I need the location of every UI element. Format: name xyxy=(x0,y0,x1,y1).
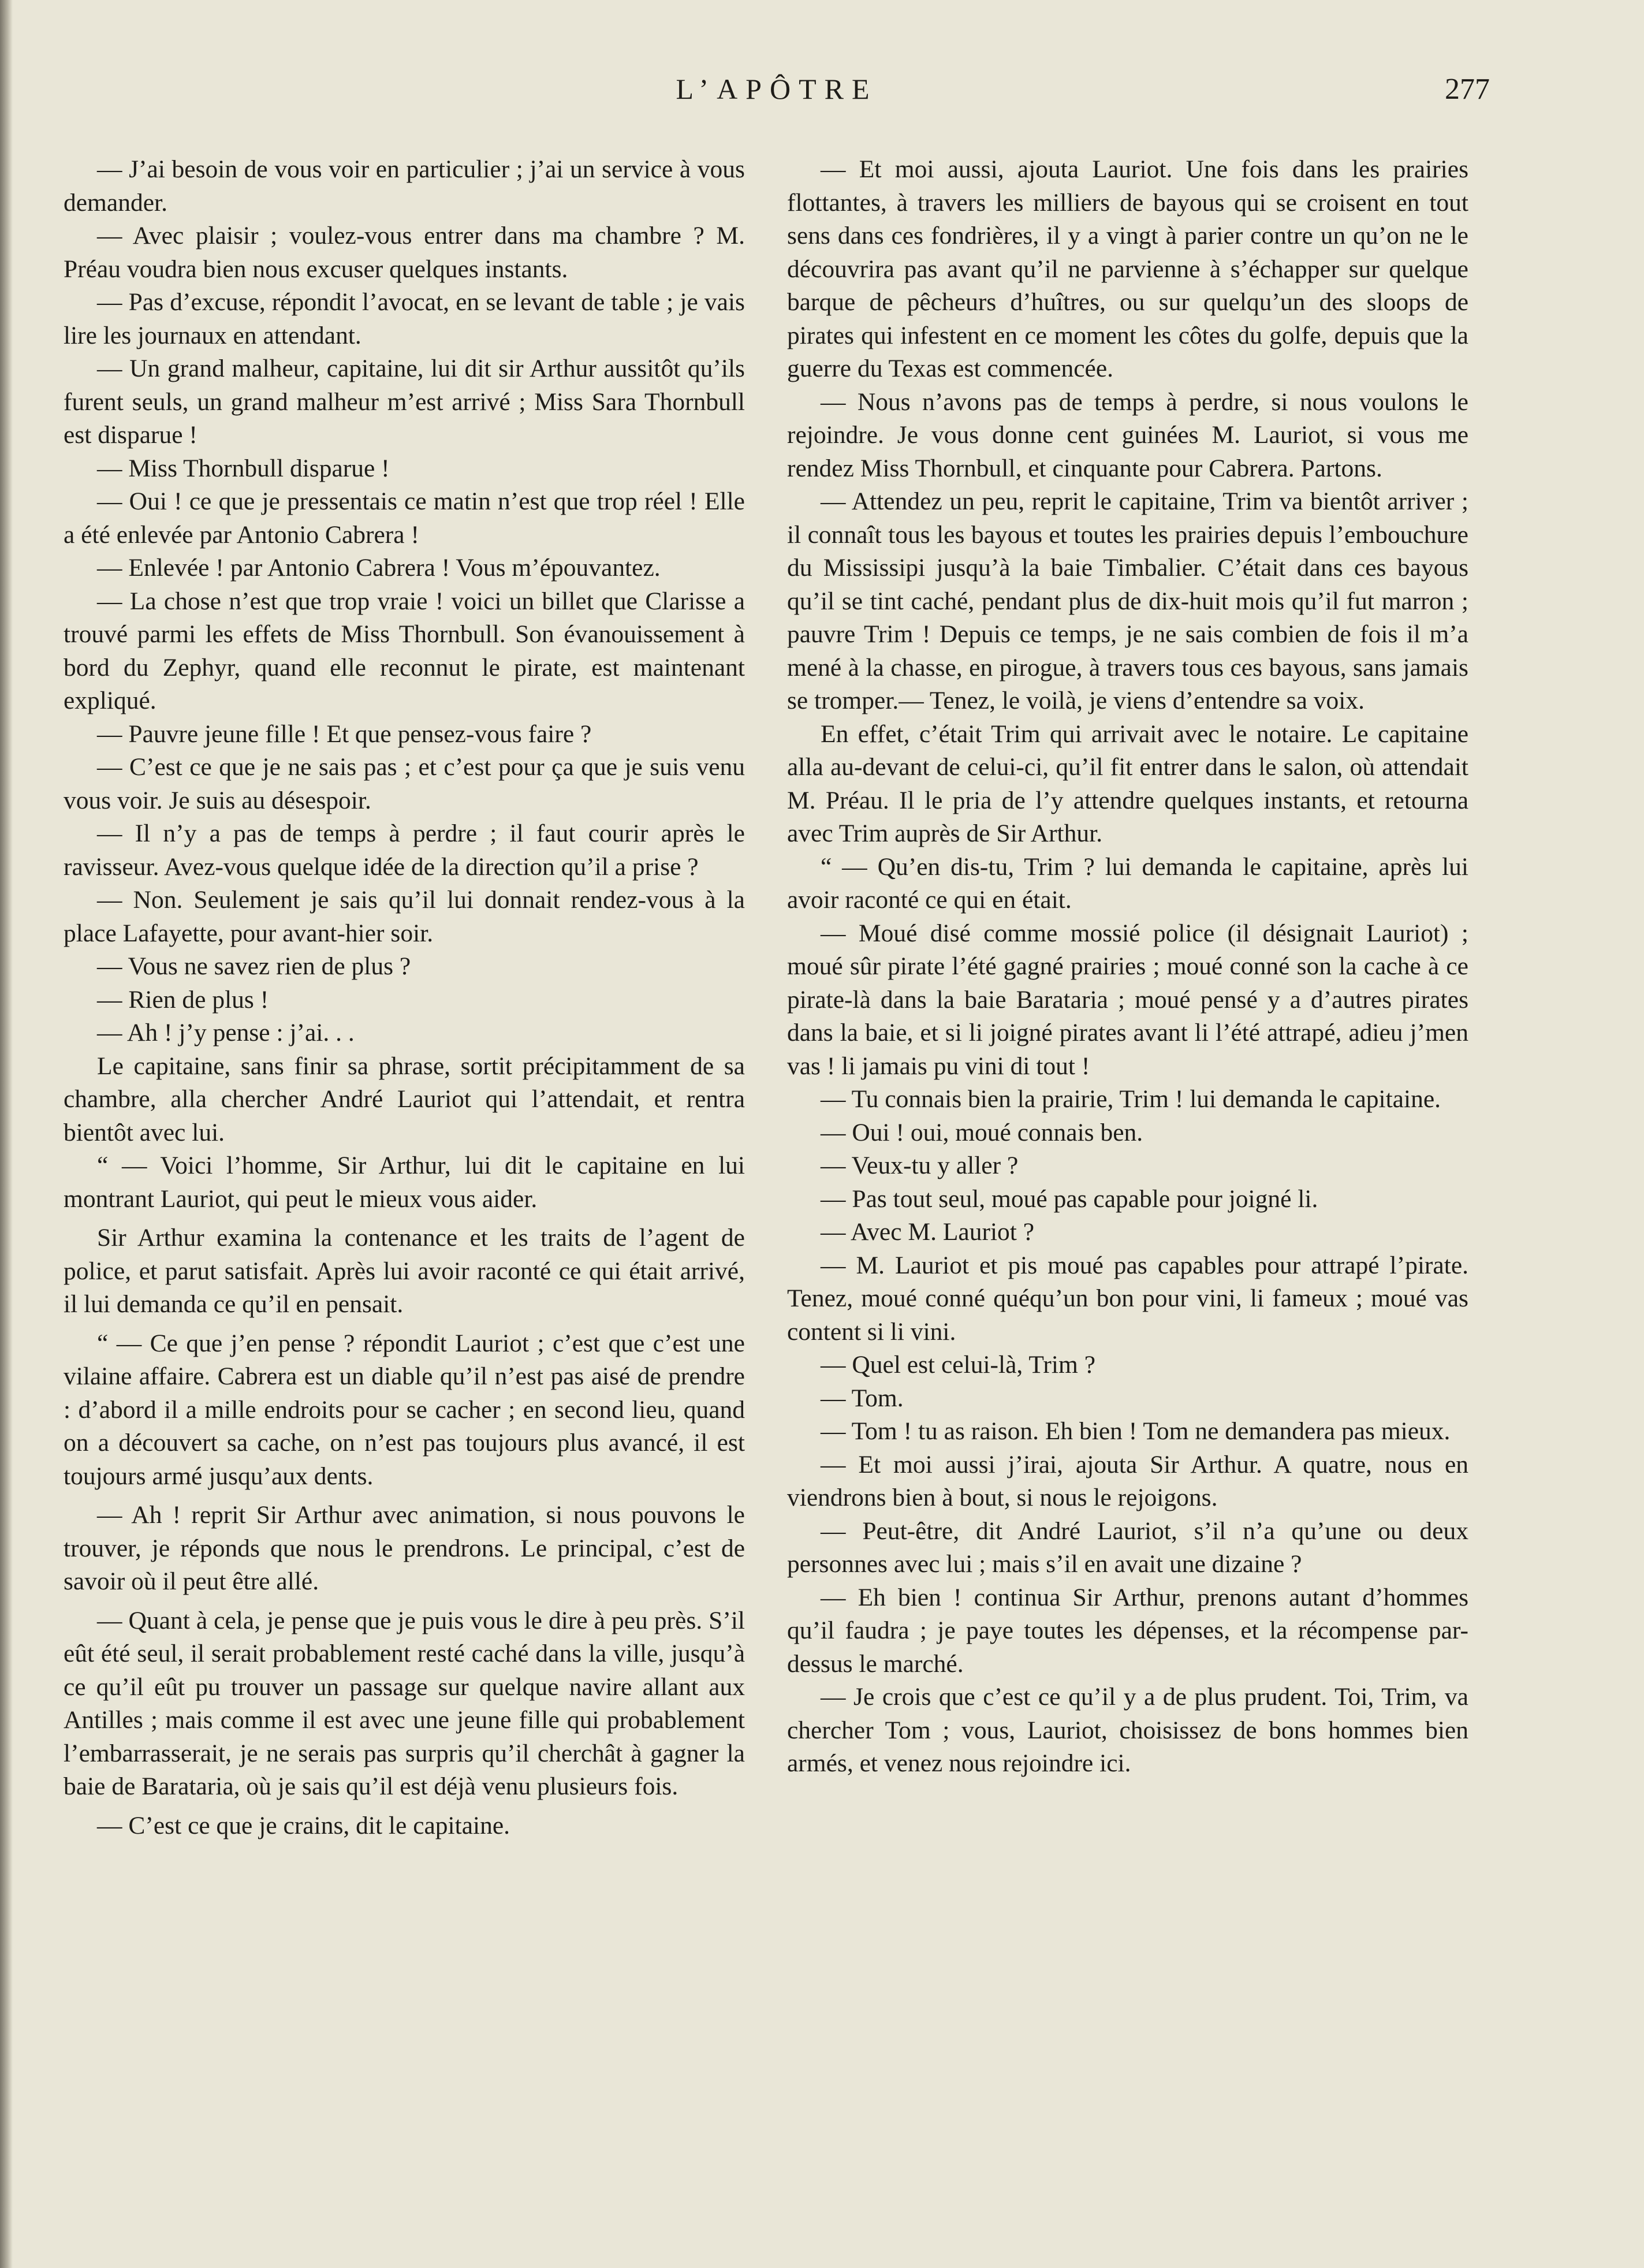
paragraph: — Quel est celui-là, Trim ? xyxy=(821,1351,1096,1379)
paragraph: — Et moi aussi j’irai, ajouta Sir Arthur. A quatre, nous en viendrons bien à bout, si nous le rejoigons. xyxy=(787,1450,1468,1511)
paragraph: — Avec plaisir ; voulez-vous entrer dans ma chambre ? M. Préau voudra bien nous excuser quelques instants. xyxy=(64,222,745,283)
paragraph: — C’est ce que je ne sais pas ; et c’est pour ça que je suis venu vous voir. Je suis au désespoir. xyxy=(64,753,745,814)
paragraph: — Quant à cela, je pense que je puis vous le dire à peu près. S’il eût été seul, il serait probablement resté caché dans la ville, jusqu’à ce qu’il eût pu trouver un passage sur quelque navire allant aux Antilles ; mais comme il est avec une jeune fille qui probablement l’embarrasserait, je ne serais pas surpris qu’il cherchât à gagner la baie de Barataria, où je sais qu’il est déjà venu plusieurs fois. xyxy=(64,1606,745,1800)
page-header xyxy=(64,72,1490,118)
paragraph: — Tom. xyxy=(821,1384,904,1412)
paragraph: “ — Voici l’homme, Sir Arthur, lui dit le capitaine en lui montrant Lauriot, qui peut le mieux vous aider. xyxy=(64,1152,745,1213)
paragraph: — Moué disé comme mossié police (il désignait Lauriot) ; moué sûr pirate l’été gagné prairies ; moué conné son la cache à ce pirate-là dans la baie Barataria ; moué pensé y a d’autres pirates dans la baie, et si li joigné pirates avant li l’été attrapé, adieu j’men vas ! li jamais pu vini di tout ! xyxy=(787,919,1468,1080)
paragraph: — Un grand malheur, capitaine, lui dit sir Arthur aussitôt qu’ils furent seuls, un grand malheur m’est arrivé ; Miss Sara Thornbull est disparue ! xyxy=(64,355,745,449)
paragraph: — Oui ! oui, moué connais ben. xyxy=(821,1118,1143,1146)
paragraph: — Rien de plus ! xyxy=(97,985,269,1014)
paragraph: — Il n’y a pas de temps à perdre ; il faut courir après le ravisseur. Avez-vous quelque idée de la direction qu’il a prise ? xyxy=(64,820,745,881)
right-text-column xyxy=(787,153,1468,1781)
paragraph: — Oui ! ce que je pressentais ce matin n’est que trop réel ! Elle a été enlevée par Antonio Cabrera ! xyxy=(64,487,745,549)
paragraph: — Non. Seulement je sais qu’il lui donnait rendez-vous à la place Lafayette, pour avant-hier soir. xyxy=(64,886,745,947)
paragraph: — Ah ! j’y pense : j’ai. . . xyxy=(97,1019,355,1047)
paragraph: — J’ai besoin de vous voir en particulier ; j’ai un service à vous demander. xyxy=(64,155,745,217)
running-title: L’APÔTRE xyxy=(676,73,878,105)
paragraph: — Peut-être, dit André Lauriot, s’il n’a qu’une ou deux personnes avec lui ; mais s’il en avait une dizaine ? xyxy=(787,1517,1468,1578)
paragraph: — Tom ! tu as raison. Eh bien ! Tom ne demandera pas mieux. xyxy=(821,1417,1451,1445)
paragraph: — Pas tout seul, moué pas capable pour joigné li. xyxy=(821,1185,1318,1213)
left-text-column xyxy=(64,153,745,1842)
paragraph: “ — Qu’en dis-tu, Trim ? lui demanda le capitaine, après lui avoir raconté ce qui en était. xyxy=(787,852,1468,914)
paragraph: — Enlevée ! par Antonio Cabrera ! Vous m’épouvantez. xyxy=(97,554,661,582)
page-number: 277 xyxy=(1445,73,1490,106)
paragraph: — M. Lauriot et pis moué pas capables pour attrapé l’pirate. Tenez, moué conné quéqu’un bon pour vini, li fameux ; moué vas content si li vini. xyxy=(787,1251,1468,1346)
paragraph: Le capitaine, sans finir sa phrase, sortit précipitamment de sa chambre, alla chercher André Lauriot qui l’attendait, et rentra bientôt avec lui. xyxy=(64,1052,745,1146)
paragraph: “ — Ce que j’en pense ? répondit Lauriot ; c’est que c’est une vilaine affaire. Cabrera est un diable qu’il n’est pas aisé de prendre : d’abord il a mille endroits pour se cacher ; en second lieu, quand on a découvert sa cache, on n’est pas toujours plus avancé, il est toujours armé jusqu’aux dents. xyxy=(64,1329,745,1490)
page-binding-edge xyxy=(0,0,13,2268)
paragraph: — Vous ne savez rien de plus ? xyxy=(97,952,411,980)
paragraph: — Ah ! reprit Sir Arthur avec animation, si nous pouvons le trouver, je réponds que nous le prendrons. Le principal, c’est de savoir où il peut être allé. xyxy=(64,1501,745,1595)
paragraph: — Et moi aussi, ajouta Lauriot. Une fois dans les prairies flottantes, à travers les milliers de bayous qui se croisent en tout sens dans ces fondrières, il y a vingt à parier contre un qu’on ne le découvrira pas avant qu’il ne parvienne à s’échapper sur quelque barque de pêcheurs d’huîtres, ou sur quelqu’un des sloops de pirates qui infestent en ce moment les côtes du golfe, depuis que la guerre du Texas est commencée. xyxy=(787,155,1468,382)
paragraph: — Pas d’excuse, répondit l’avocat, en se levant de table ; je vais lire les journaux en attendant. xyxy=(64,288,745,349)
paragraph: — La chose n’est que trop vraie ! voici un billet que Clarisse a trouvé parmi les effets de Miss Thornbull. Son évanouissement à bord du Zephyr, quand elle reconnut le pirate, est maintenant expliqué. xyxy=(64,587,745,714)
paragraph: Sir Arthur examina la contenance et les traits de l’agent de police, et parut satisfait. Après lui avoir raconté ce qui était arrivé, il lui demanda ce qu’il en pensait. xyxy=(64,1224,745,1318)
paragraph: — Je crois que c’est ce qu’il y a de plus prudent. Toi, Trim, va chercher Tom ; vous, Lauriot, choisissez de bons hommes bien armés, et venez nous rejoindre ici. xyxy=(787,1683,1468,1777)
paragraph: — Tu connais bien la prairie, Trim ! lui demanda le capitaine. xyxy=(821,1085,1441,1113)
paragraph: — Avec M. Lauriot ? xyxy=(821,1218,1035,1246)
paragraph: — Miss Thornbull disparue ! xyxy=(97,454,390,482)
paragraph: — Eh bien ! continua Sir Arthur, prenons autant d’hommes qu’il faudra ; je paye toutes les dépenses, et la récompense par-dessus le marché. xyxy=(787,1583,1468,1678)
paragraph: — Attendez un peu, reprit le capitaine, Trim va bientôt arriver ; il connaît tous les bayous et toutes les prairies depuis l’embouchure du Mississipi jusqu’à la baie Timbalier. C’était dans ces bayous qu’il se tint caché, pendant plus de dix-huit mois qu’il fut marron ; pauvre Trim ! Depuis ce temps, je ne sais combien de fois il m’a mené à la chasse, en pirogue, à travers tous ces bayous, sans jamais se tromper.— Tenez, le voilà, je viens d’entendre sa voix. xyxy=(787,487,1468,714)
paragraph: — Nous n’avons pas de temps à perdre, si nous voulons le rejoindre. Je vous donne cent guinées M. Lauriot, si vous me rendez Miss Thornbull, et cinquante pour Cabrera. Partons. xyxy=(787,388,1468,482)
paragraph: — Pauvre jeune fille ! Et que pensez-vous faire ? xyxy=(97,720,592,748)
paragraph: — C’est ce que je crains, dit le capitaine. xyxy=(97,1811,510,1839)
paragraph: En effet, c’était Trim qui arrivait avec le notaire. Le capitaine alla au-devant de celui-ci, qu’il fit entrer dans le salon, où attendait M. Préau. Il le pria de l’y attendre quelques instants, et retourna avec Trim auprès de Sir Arthur. xyxy=(787,720,1468,847)
paragraph: — Veux-tu y aller ? xyxy=(821,1152,1019,1179)
